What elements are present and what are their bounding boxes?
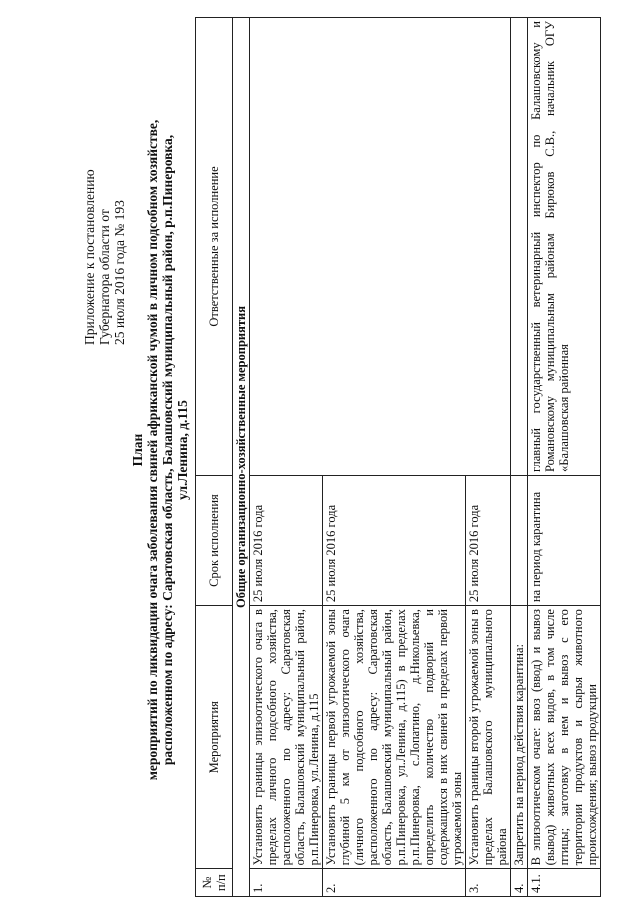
plan-subtitle-line: расположенном по адресу: Саратовская область, Балашовский муниципальный район, р.п.Пинеровка, xyxy=(160,134,175,766)
header-activity: Мероприятия xyxy=(196,606,233,869)
section-title: Общие организационно-хозяйственные мероприятия xyxy=(233,18,250,897)
plan-title: План xyxy=(130,433,145,467)
row-responsible xyxy=(511,18,528,476)
table-row xyxy=(250,18,323,897)
plan-heading xyxy=(130,35,190,865)
row-responsible xyxy=(250,18,511,476)
row-responsible: главный государственный ветеринарный инспектор по Балашовскому и Романовскому муниципальным районам Бирюков С.В., начальник ОГУ «Балашовская районная xyxy=(528,18,601,476)
plan-subtitle-line: ул.Ленина, д.115 xyxy=(175,400,190,500)
plan-subtitle-line: мероприятий по ликвидации очага заболевания свиней африканской чумой в личном подсобном хозяйстве, xyxy=(145,119,160,781)
header-term: Срок исполнения xyxy=(196,475,233,605)
row-activity: В эпизоотическом очаге: ввоз (ввод) и вывоз (вывод) животных всех видов, в том числе птицы; заготовку в нем и вывоз с его территории продуктов и сырья животного происхождения; вывоз продукции xyxy=(528,606,601,869)
row-term xyxy=(511,475,528,605)
plan-table xyxy=(195,17,601,897)
table-header-row xyxy=(196,18,233,897)
row-no: 2. xyxy=(323,869,466,897)
header-responsible: Ответственные за исполнение xyxy=(196,18,233,476)
row-activity: Установить границы второй угрожаемой зоны в пределах Балашовского муниципального района xyxy=(466,606,511,869)
row-term: 25 июля 2016 года xyxy=(323,475,466,605)
header-no: № п/п xyxy=(196,869,233,897)
row-no: 4.1. xyxy=(528,869,601,897)
row-activity: Запретить на период действия карантина: xyxy=(511,606,528,869)
section-row xyxy=(233,18,250,897)
row-term: 25 июля 2016 года xyxy=(466,475,511,605)
row-term: на период карантина xyxy=(528,475,601,605)
approval-note xyxy=(82,65,127,345)
row-no: 3. xyxy=(466,869,511,897)
table-row xyxy=(511,18,528,897)
row-activity: Установить границы эпизоотического очага в пределах личного подсобного хозяйства, расположенного по адресу: Саратовская область, Балашовский муниципальный район, р.п.Пинеровка, ул.Ленина, д.115 xyxy=(250,606,323,869)
table-row xyxy=(528,18,601,897)
approval-line: Приложение к постановлению xyxy=(82,169,97,345)
approval-line: 25 июля 2016 года № 193 xyxy=(112,200,127,345)
row-no: 4. xyxy=(511,869,528,897)
approval-line: Губернатора области от xyxy=(97,209,112,345)
row-no: 1. xyxy=(250,869,323,897)
row-term: 25 июля 2016 года xyxy=(250,475,323,605)
row-activity: Установить границы первой угрожаемой зоны глубиной 5 км от эпизоотического очага (личного подсобного хозяйства, расположенного по адресу: Саратовская область, Балашовский муниципальный район, р.п.Пинеровка, ул.Ленина, д.115) в пределах р.п.Пинеровка, с.Лопатино, д.Никольевка, определить количество подворий и содержащихся в них свиней в пределах первой угрожаемой зоны xyxy=(323,606,466,869)
